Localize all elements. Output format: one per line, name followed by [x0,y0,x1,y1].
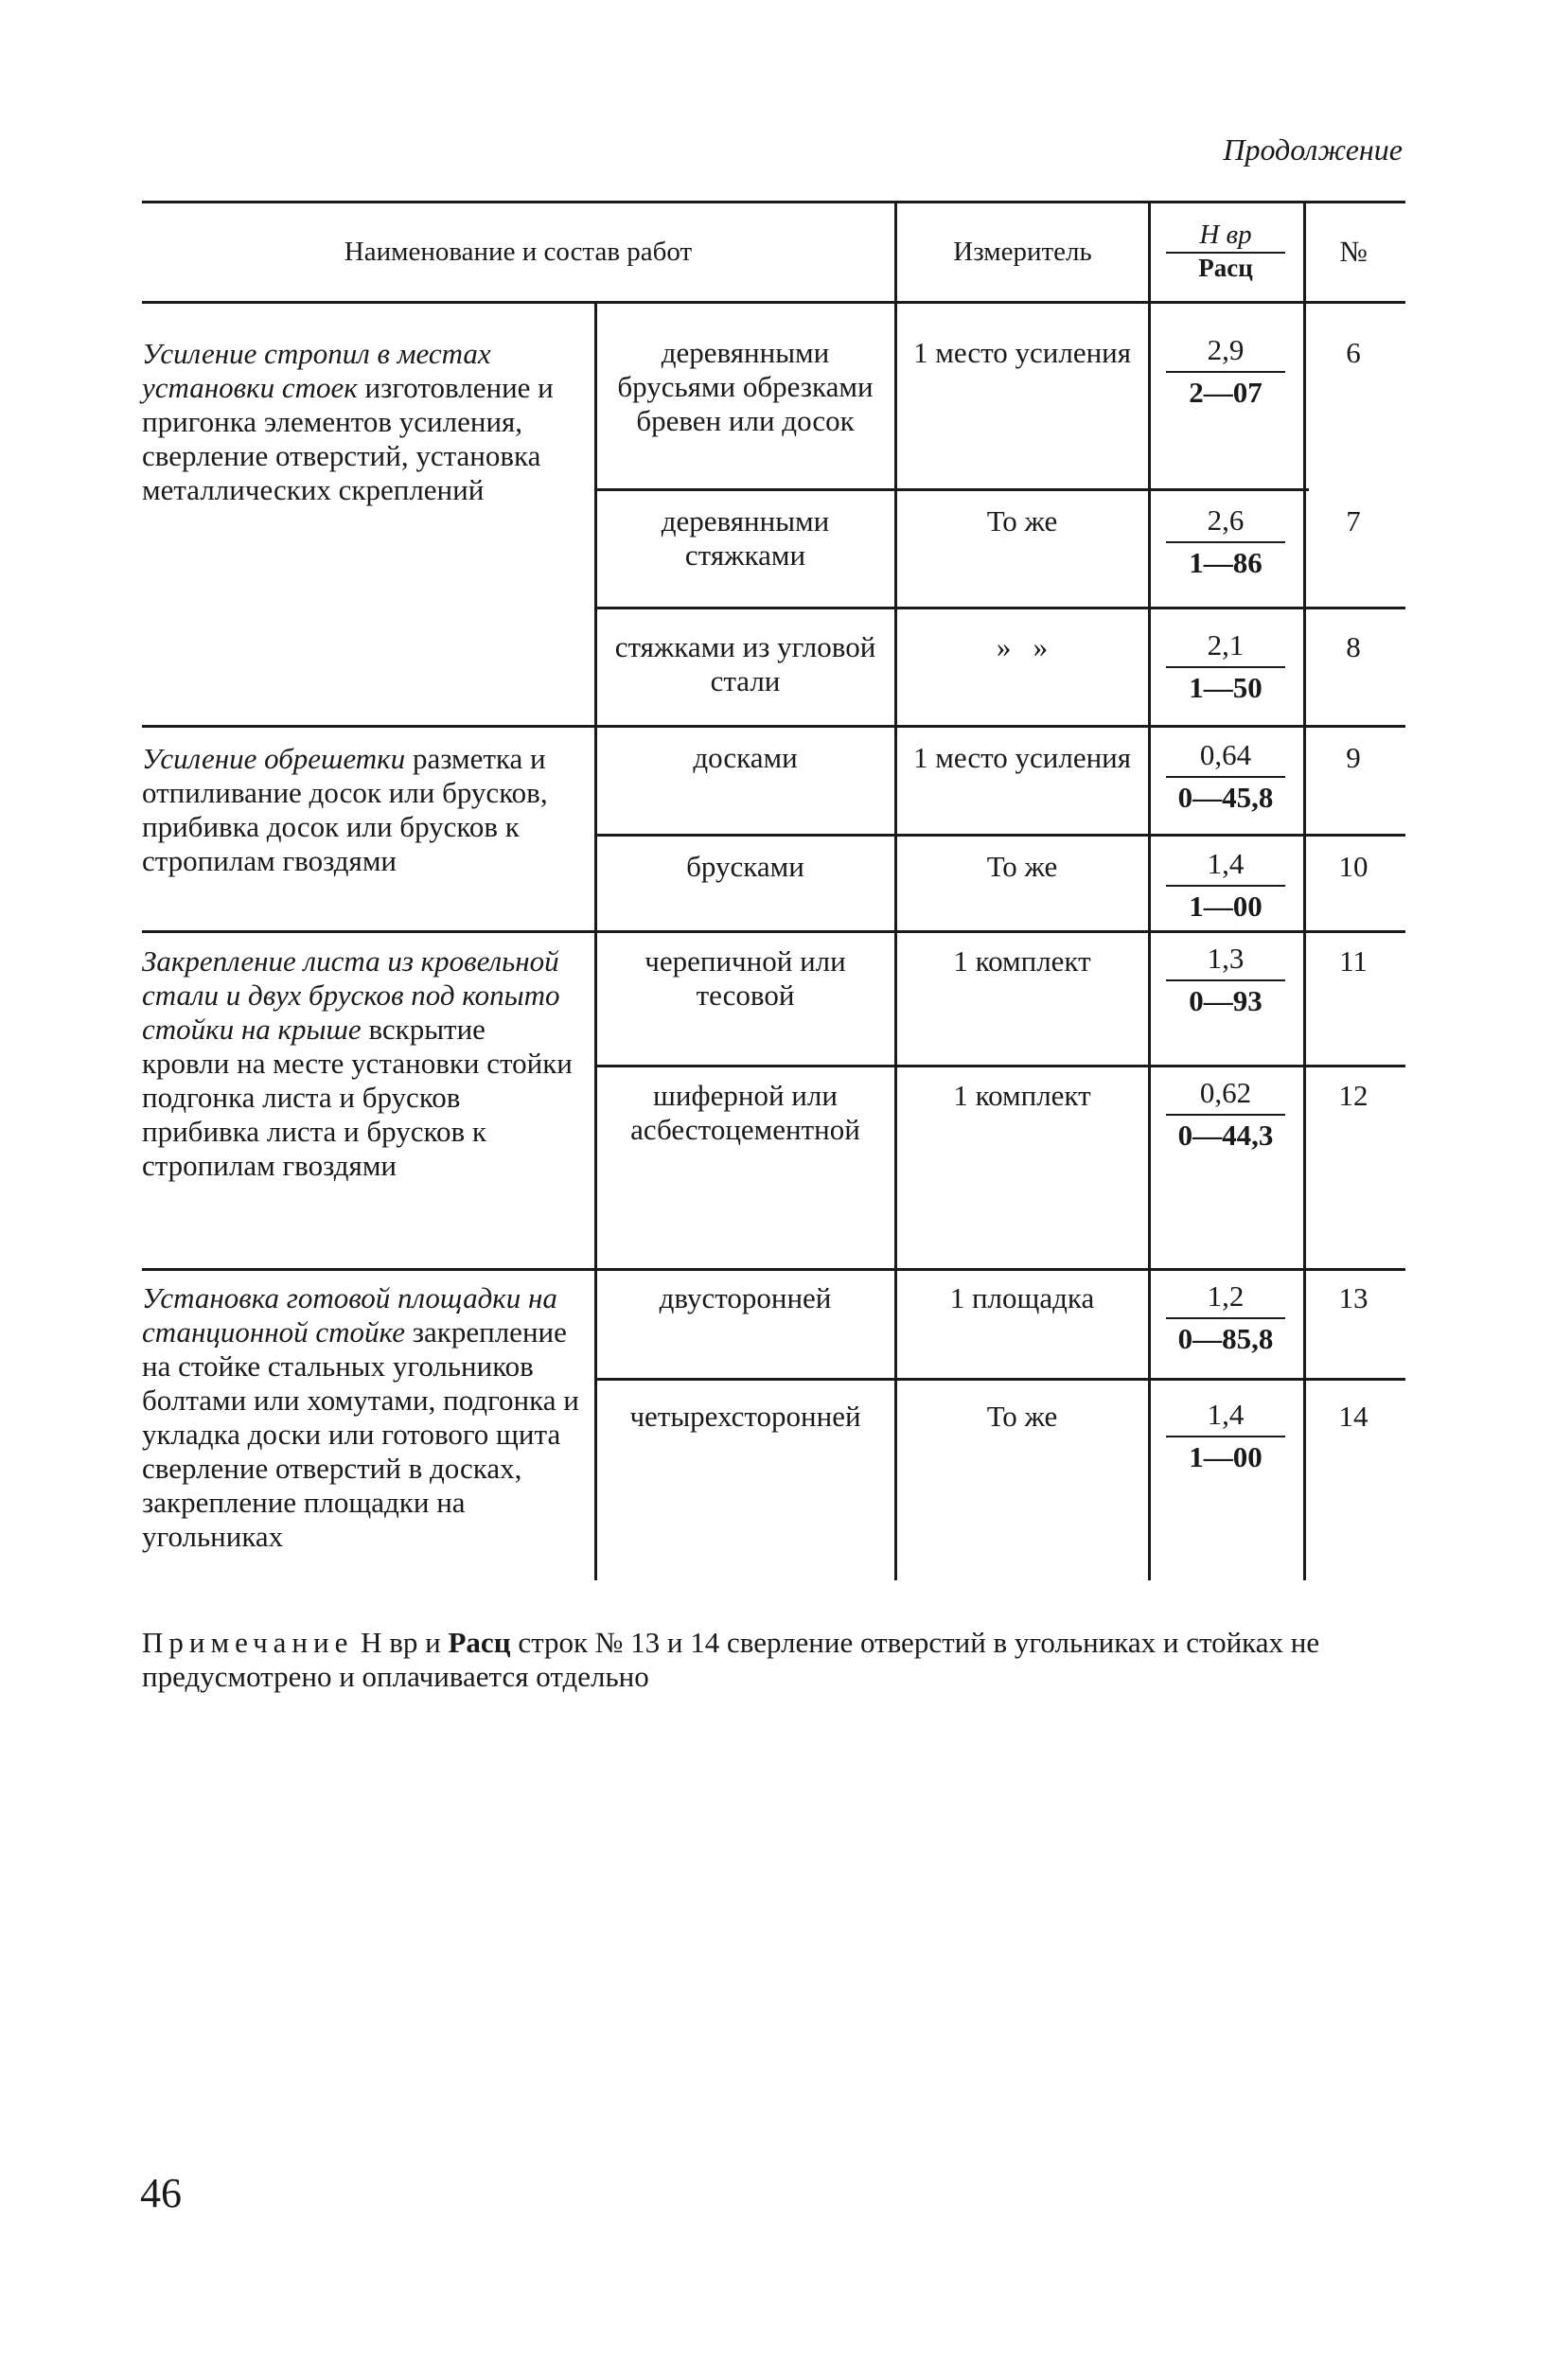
row-rule [594,1065,1405,1067]
row-variant: шиферной или асбестоцементной [630,1079,860,1146]
group-title: Усиление обрешетки [142,742,406,775]
row-variant: брусками [686,850,804,883]
row-rule [594,607,1405,609]
row-norm: 0,62 [1199,1076,1252,1109]
table-top-rule [142,201,1405,203]
row-rate: 1—86 [1189,546,1263,579]
row-variant: деревянными брусьями обрезками бревен или досок [617,336,874,437]
group-desc: изготовление и пригонка элементов усиления, сверление отверстий, установка металлических скреплений [142,371,554,506]
row-variant: двусторонней [659,1281,832,1314]
row-variant: черепичной или тесовой [645,944,846,1012]
row-norm-rate [1155,845,1297,925]
row-variant: стяжками из угловой стали [614,630,876,697]
header-name: Наименование и состав работ [344,237,693,267]
column-divider [1303,201,1306,1580]
row-rate: 0—85,8 [1177,1322,1274,1355]
header-num: № [1339,235,1368,268]
header-bottom-rule [142,301,1405,304]
row-norm: 1,3 [1207,942,1245,975]
row-unit: 1 комплект [953,944,1091,978]
group-description [142,944,579,1183]
row-rule [594,834,1405,837]
row-norm: 1,2 [1207,1279,1245,1313]
row-rate: 1—50 [1189,671,1263,704]
row-rule [594,1378,1405,1381]
row-norm-rate [1155,502,1297,581]
footnote-text-b: строк № 13 и 14 сверление отверстий в угольниках и стойках не предусмотрено и оплачивается отдельно [142,1626,1320,1693]
row-number: 10 [1338,850,1369,883]
group-title: Установка готовой площадки на станционной стойке [142,1281,557,1349]
column-divider [894,201,897,1580]
group-description [142,1281,579,1554]
row-rate: 1—00 [1189,890,1263,923]
group-rule [142,725,1405,728]
row-unit: 1 место усиления [912,336,1132,369]
group-description [142,742,579,878]
column-divider [594,301,597,1580]
row-variant: досками [693,741,798,774]
row-rate: 1—00 [1189,1440,1263,1473]
footnote-text-a: Н вр и [361,1626,441,1659]
row-unit: То же [986,504,1058,538]
row-number: 9 [1346,741,1361,774]
row-rate: 2—07 [1189,376,1263,409]
row-unit: 1 комплект [953,1079,1091,1112]
row-norm-rate [1155,626,1297,706]
row-norm-rate [1155,331,1297,411]
column-divider [1148,201,1151,1580]
footnote-text-bold: Расц [448,1626,511,1659]
footnote [142,1626,1401,1694]
row-rate: 0—93 [1189,984,1263,1017]
footnote-label: Примечание [142,1626,354,1659]
row-variant: четырехсторонней [629,1400,861,1433]
group-desc: разметка и отпиливание досок или брусков, прибивка досок или брусков к стропилам гвоздями [142,742,548,877]
row-norm: 2,9 [1207,333,1245,366]
group-title: Усиление стропил в местах установки стоек [142,337,491,404]
row-norm: 2,6 [1207,503,1245,537]
row-number: 6 [1346,336,1361,369]
header-norm-top: Н вр [1199,220,1252,250]
row-norm-rate [1155,1278,1297,1357]
row-norm-rate [1155,736,1297,816]
row-norm: 0,64 [1199,738,1252,771]
page-number: 46 [140,2170,182,2216]
group-title: Закрепление листа из кровельной стали и двух брусков под копыто стойки на крыше [142,944,560,1046]
row-number: 7 [1346,504,1361,538]
header-norm [1155,220,1297,282]
group-rule [142,930,1405,933]
row-unit: 1 площадка [949,1281,1095,1314]
group-description [142,337,579,507]
row-rate: 0—44,3 [1177,1119,1274,1152]
group-desc: вскрытие кровли на месте установки стойки подгонка листа и брусков прибивка листа и брусков к стропилам гвоздями [142,1013,573,1182]
row-unit: 1 место усиления [912,741,1132,774]
row-unit: То же [986,850,1058,883]
header-norm-bottom: Расц [1198,254,1253,282]
header-unit: Измеритель [953,237,1092,267]
row-norm-rate [1155,1396,1297,1475]
row-number: 11 [1339,944,1368,978]
row-number: 13 [1338,1281,1369,1314]
row-norm: 1,4 [1207,1398,1245,1431]
row-norm-rate [1155,940,1297,1019]
row-norm-rate [1155,1074,1297,1154]
row-unit: » » [996,630,1049,663]
group-desc: закрепление на стойке стальных угольников болтами или хомутами, подгонка и укладка доски или готового щита сверление отверстий в досках, закрепление площадки на угольниках [142,1315,579,1553]
row-norm: 2,1 [1207,628,1245,661]
row-unit: То же [986,1400,1058,1433]
row-number: 12 [1338,1079,1369,1112]
row-variant: деревянными стяжками [661,504,830,572]
row-norm: 1,4 [1207,847,1245,880]
group-rule [142,1268,1405,1271]
row-rate: 0—45,8 [1177,781,1274,814]
row-rule [594,488,1309,491]
row-number: 8 [1346,630,1361,663]
row-number: 14 [1338,1400,1369,1433]
continuation-label: Продолжение [1223,132,1403,167]
